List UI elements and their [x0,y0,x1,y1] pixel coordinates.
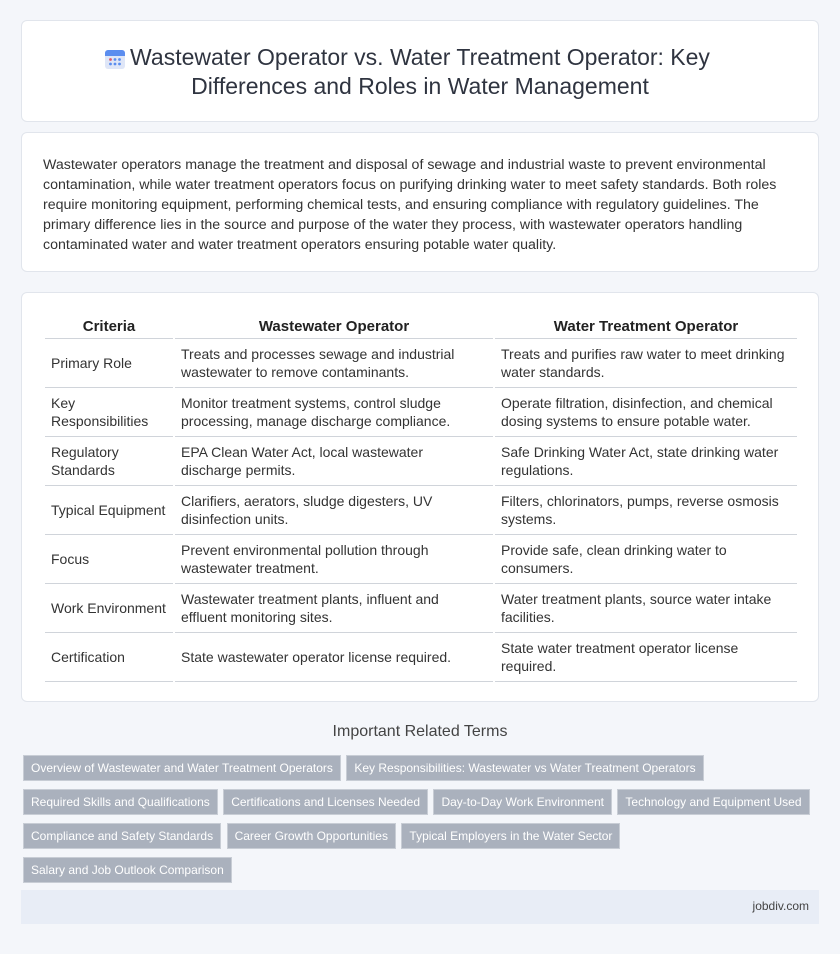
page-title-line-1: Wastewater Operator vs. Water Treatment Operator: Key [130,44,710,70]
wastewater-cell: Treats and processes sewage and industrial wastewater to remove contaminants. [175,339,493,388]
page-title-line-2: Differences and Roles in Water Management [191,73,649,99]
criteria-cell: Focus [45,535,173,584]
table-row [45,437,797,486]
criteria-cell: Key Responsibilities [45,388,173,437]
table-row [45,633,797,682]
water-treatment-cell: State water treatment operator license required. [495,633,797,682]
criteria-cell: Primary Role [45,339,173,388]
water-treatment-cell: Safe Drinking Water Act, state drinking water regulations. [495,437,797,486]
criteria-cell: Typical Equipment [45,486,173,535]
related-term-tag[interactable]: Certifications and Licenses Needed [223,789,428,815]
wastewater-cell: Wastewater treatment plants, influent and effluent monitoring sites. [175,584,493,633]
wastewater-cell: Monitor treatment systems, control sludge processing, manage discharge compliance. [175,388,493,437]
related-term-tag[interactable]: Key Responsibilities: Wastewater vs Water Treatment Operators [346,755,703,781]
water-treatment-cell: Water treatment plants, source water intake facilities. [495,584,797,633]
table-row [45,388,797,437]
table-header-row [45,315,797,339]
related-terms-list [23,755,823,891]
intro-paragraph: Wastewater operators manage the treatment and disposal of sewage and industrial waste to prevent environmental contamination, while water treatment operators focus on purifying drinking water to meet safety standards. Both roles require monitoring equipment, performing chemical tests, and ensuring compliance with regulatory guidelines. The primary difference lies in the source and purpose of the water they process, with wastewater operators handling contaminated water and water treatment operators ensuring potable water quality. [43,157,777,253]
water-treatment-cell: Operate filtration, disinfection, and chemical dosing systems to ensure potable water. [495,388,797,437]
related-term-tag[interactable]: Career Growth Opportunities [227,823,396,849]
comparison-table [43,315,799,682]
table-row [45,339,797,388]
related-term-tag[interactable]: Technology and Equipment Used [617,789,809,815]
related-term-tag[interactable]: Typical Employers in the Water Sector [401,823,620,849]
header-wastewater: Wastewater Operator [175,315,493,339]
intro-card [21,132,819,272]
header-criteria: Criteria [45,315,173,339]
water-treatment-cell: Treats and purifies raw water to meet drinking water standards. [495,339,797,388]
related-term-tag[interactable]: Salary and Job Outlook Comparison [23,857,232,883]
related-term-tag[interactable]: Compliance and Safety Standards [23,823,221,849]
related-term-tag[interactable]: Day-to-Day Work Environment [433,789,612,815]
wastewater-cell: State wastewater operator license required. [175,633,493,682]
footer-site-link[interactable]: jobdiv.com [752,899,809,913]
table-row [45,535,797,584]
header-water-treatment: Water Treatment Operator [495,315,797,339]
criteria-cell: Certification [45,633,173,682]
table-row [45,486,797,535]
criteria-cell: Work Environment [45,584,173,633]
page-title [22,43,818,101]
water-treatment-cell: Provide safe, clean drinking water to consumers. [495,535,797,584]
footer-bar [21,890,819,924]
criteria-cell: Regulatory Standards [45,437,173,486]
title-card [21,20,819,122]
wastewater-cell: EPA Clean Water Act, local wastewater discharge permits. [175,437,493,486]
comparison-card [21,292,819,702]
wastewater-cell: Prevent environmental pollution through wastewater treatment. [175,535,493,584]
wastewater-cell: Clarifiers, aerators, sludge digesters, UV disinfection units. [175,486,493,535]
related-term-tag[interactable]: Required Skills and Qualifications [23,789,218,815]
table-row [45,584,797,633]
related-term-tag[interactable]: Overview of Wastewater and Water Treatment Operators [23,755,341,781]
water-treatment-cell: Filters, chlorinators, pumps, reverse osmosis systems. [495,486,797,535]
related-terms-title: Important Related Terms [332,723,508,740]
